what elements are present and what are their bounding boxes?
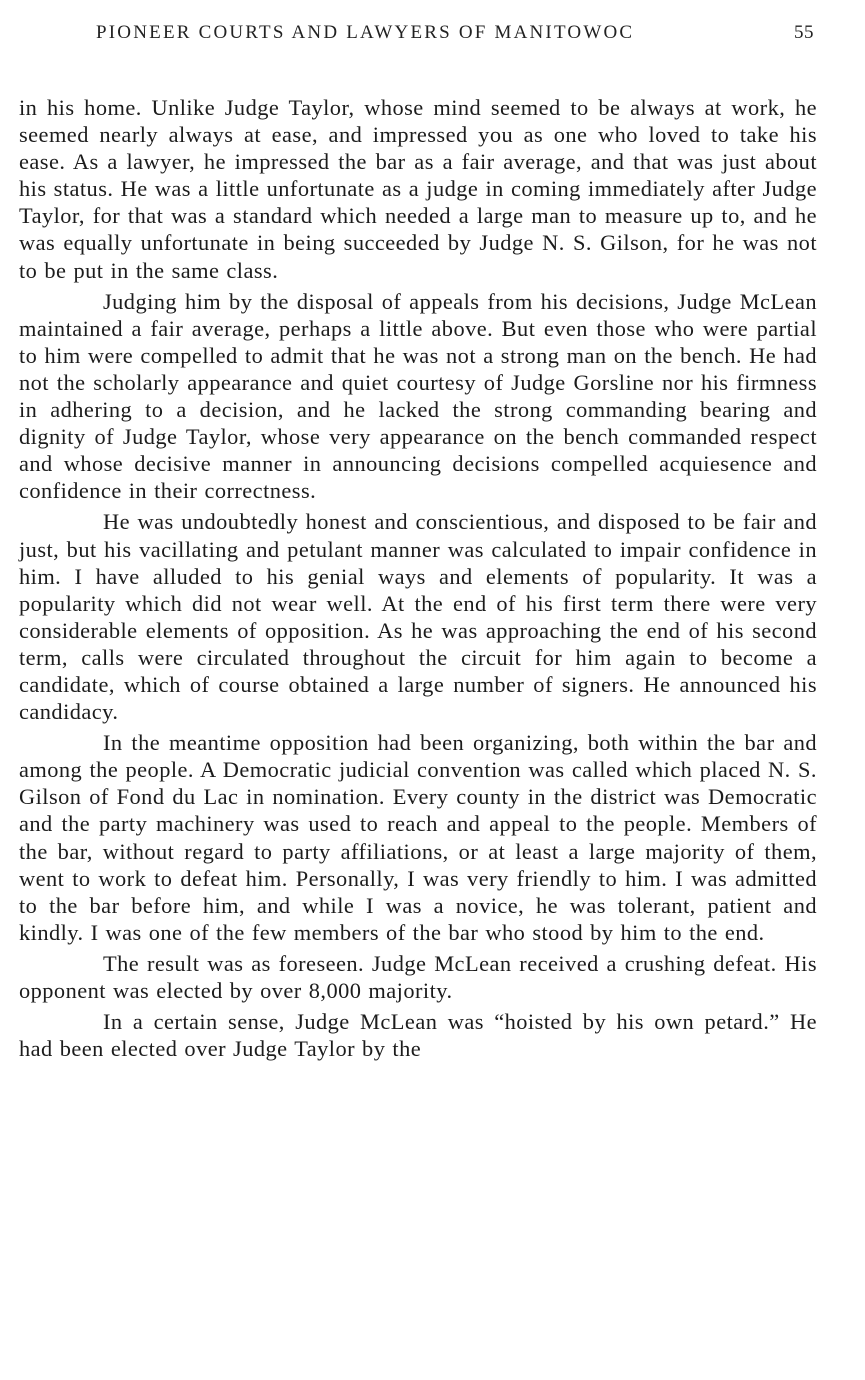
paragraph-continued: in his home. Unlike Judge Taylor, whose mind seemed to be always at work, he seemed nearly always at ease, and impressed you as one who loved to take his ease. As a lawyer, he impressed the bar as a fair average, and that was just about his status. He was a little unfortunate as a judge in coming immediately after Judge Taylor, for that was a standard which needed a large man to measure up to, and he was equally unfortunate in being succeeded by Judge N. S. Gilson, for he was not to be put in the same class. xyxy=(19,95,817,283)
page-number: 55 xyxy=(794,22,814,43)
running-header xyxy=(96,22,814,48)
paragraph: In the meantime opposition had been organizing, both within the bar and among the people. A Democratic judicial convention was called which placed N. S. Gilson of Fond du Lac in nomination. Every county in the district was Democratic and the party machinery was used to reach and appeal to the people. Members of the bar, without regard to party affiliations, or at least a large majority of them, went to work to defeat him. Personally, I was very friendly to him. I was admitted to the bar before him, and while I was a novice, he was tolerant, patient and kindly. I was one of the few members of the bar who stood by him to the end. xyxy=(19,730,817,945)
paragraph: He was undoubtedly honest and conscientious, and disposed to be fair and just, but his vacillating and petulant manner was calculated to impair confidence in him. I have alluded to his genial ways and elements of popularity. It was a popularity which did not wear well. At the end of his first term there were very considerable elements of opposition. As he was approaching the end of his second term, calls were circulated throughout the circuit for him again to become a candidate, which of course obtained a large number of signers. He announced his candidacy. xyxy=(19,509,817,725)
running-title: PIONEER COURTS AND LAWYERS OF MANITOWOC xyxy=(96,22,635,43)
paragraph: Judging him by the disposal of appeals from his decisions, Judge McLean maintained a fair average, perhaps a little above. But even those who were partial to him were compelled to admit that he was not a strong man on the bench. He had not the scholarly appearance and quiet courtesy of Judge Gorsline nor his firmness in adhering to a decision, and he lacked the strong commanding bearing and dignity of Judge Taylor, whose very appearance on the bench commanded respect and whose decisive manner in announcing decisions compelled acquiesence and confidence in their correctness. xyxy=(19,288,817,504)
paragraph: In a certain sense, Judge McLean was “hoisted by his own petard.” He had been elected over Judge Taylor by the xyxy=(19,1009,817,1062)
paragraph: The result was as foreseen. Judge McLean received a crushing defeat. His opponent was elected by over 8,000 majority. xyxy=(19,950,817,1003)
body-text xyxy=(19,94,817,1062)
